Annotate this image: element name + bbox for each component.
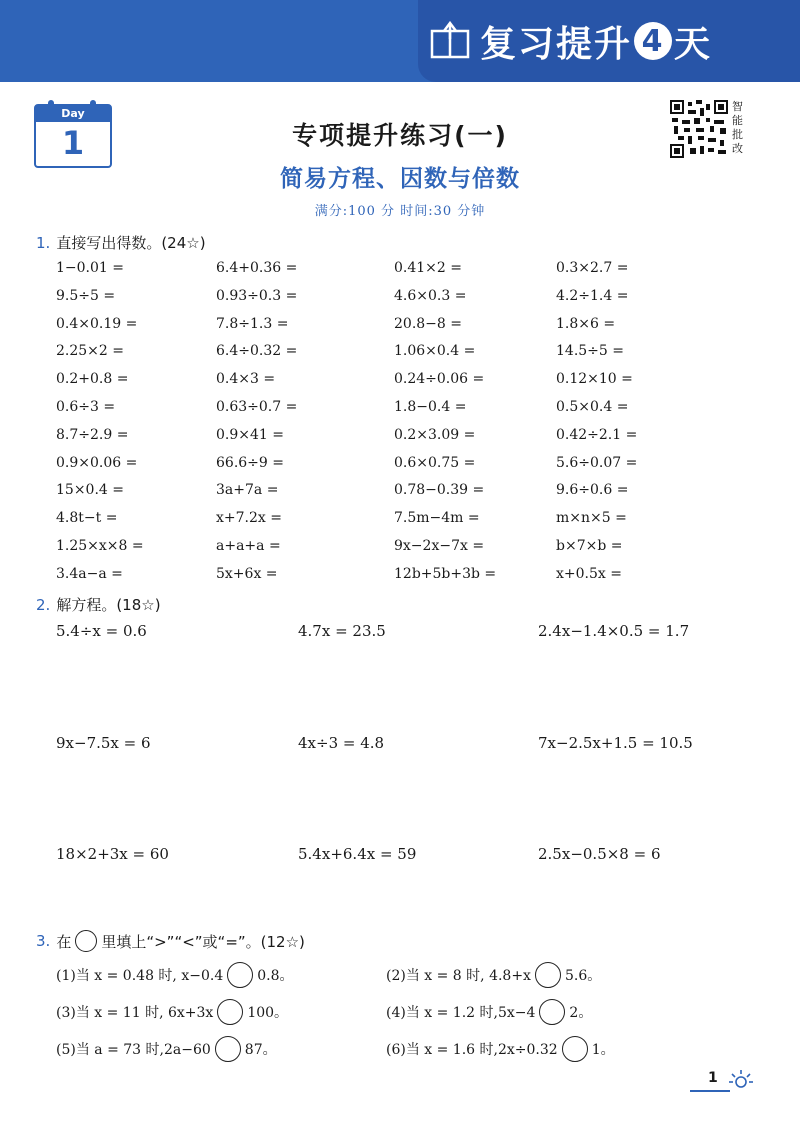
comparison-expression: (3)当 x = 11 时, 6x+3x (56, 1005, 214, 1021)
mental-math-item: 7.8÷1.3 = (216, 315, 289, 332)
mental-math-item: x+7.2x = (216, 510, 282, 527)
equation-item: 4x÷3 = 4.8 (298, 734, 385, 752)
equation-item: 5.4x+6.4x = 59 (298, 845, 417, 863)
mental-math-item: 8.7÷2.9 = (56, 426, 129, 443)
mental-math-item: 1.06×0.4 = (394, 343, 476, 360)
equation-item: 9x−7.5x = 6 (56, 734, 151, 752)
header-title-prefix: 复习提升 (480, 23, 633, 65)
equation-item: 2.5x−0.5×8 = 6 (538, 845, 661, 863)
mental-math-item: 1.8×6 = (556, 315, 616, 332)
mental-math-item: 9.5÷5 = (56, 287, 116, 304)
score-time-info: 满分:100 分 时间:30 分钟 (314, 204, 486, 219)
mental-math-item: 4.8t−t = (56, 510, 118, 527)
mental-math-item: a+a+a = (216, 538, 281, 554)
comparison-value: 0.8。 (257, 968, 294, 984)
page-number: 1 (708, 1070, 718, 1086)
section-2-number: 2. (36, 596, 51, 614)
equation-item: 2.4x−1.4×0.5 = 1.7 (538, 622, 690, 640)
circle-blank-icon (75, 930, 97, 952)
section-3-heading (36, 930, 305, 952)
mental-math-item: 0.4×0.19 = (56, 315, 138, 332)
header-title-number: 4 (634, 22, 672, 60)
section-1-title: 直接写出得数。(24☆) (56, 234, 206, 252)
calendar-ring (90, 100, 96, 110)
section-3-title-pre: 在 (56, 932, 72, 951)
mental-math-item: 20.8−8 = (394, 315, 462, 332)
comparison-value: 1。 (591, 1042, 615, 1058)
sun-icon (728, 1068, 754, 1092)
section-2-title: 解方程。(18☆) (56, 596, 161, 614)
book-icon (428, 21, 472, 61)
mental-math-item: 15×0.4 = (56, 482, 124, 499)
qr-label: 智能批改 (732, 100, 743, 155)
equation-item: 7x−2.5x+1.5 = 10.5 (538, 734, 693, 752)
comparison-item (56, 962, 294, 988)
mental-math-item: 0.78−0.39 = (394, 482, 485, 499)
mental-math-item: 1.25×x×8 = (56, 538, 144, 554)
mental-math-item: 9.6÷0.6 = (556, 482, 629, 499)
comparison-expression: (5)当 a = 73 时,2a−60 (56, 1042, 211, 1058)
mental-math-item: 6.4÷0.32 = (216, 343, 298, 360)
comparison-expression: (6)当 x = 1.6 时,2x÷0.32 (386, 1042, 558, 1058)
comparison-value: 100。 (247, 1005, 289, 1021)
comparison-expression: (2)当 x = 8 时, 4.8+x (386, 968, 531, 984)
mental-math-item: 0.9×41 = (216, 426, 284, 443)
mental-math-item: m×n×5 = (556, 510, 627, 527)
mental-math-item: 1−0.01 = (56, 260, 124, 276)
comparison-item (386, 962, 601, 988)
mental-math-item: 0.41×2 = (394, 260, 462, 276)
mental-math-item: 0.24÷0.06 = (394, 371, 485, 388)
comparison-value: 2。 (569, 1005, 593, 1021)
section-3-title-post: 里填上“>”“<”或“=”。(12☆) (101, 932, 305, 951)
mental-math-item: 0.6÷3 = (56, 399, 116, 415)
mental-math-item: 7.5m−4m = (394, 510, 480, 527)
mental-math-item: b×7×b = (556, 538, 623, 554)
mental-math-item: 0.2×3.09 = (394, 426, 476, 443)
mental-math-item: 0.3×2.7 = (556, 260, 629, 276)
answer-circle[interactable] (539, 999, 565, 1025)
mental-math-item: 14.5÷5 = (556, 343, 624, 360)
mental-math-item: 9x−2x−7x = (394, 538, 485, 554)
comparison-item (386, 999, 592, 1025)
mental-math-item: 0.42÷2.1 = (556, 426, 638, 443)
section-1-heading (36, 232, 206, 253)
mental-math-item: 4.2÷1.4 = (556, 287, 629, 304)
equation-item: 18×2+3x = 60 (56, 845, 169, 863)
mental-math-item: 0.12×10 = (556, 371, 633, 388)
mental-math-item: 5x+6x = (216, 565, 278, 582)
calendar-ring (48, 100, 54, 110)
mental-math-item: 0.2+0.8 = (56, 371, 129, 388)
equation-item: 5.4÷x = 0.6 (56, 622, 147, 640)
mental-math-item: 6.4+0.36 = (216, 260, 298, 276)
header-title-suffix: 天 (674, 23, 713, 65)
mental-math-item: 4.6×0.3 = (394, 287, 467, 304)
comparison-item (56, 1036, 277, 1062)
qr-code-icon[interactable] (670, 100, 728, 158)
calendar-number: 1 (61, 124, 85, 162)
answer-circle[interactable] (535, 962, 561, 988)
comparison-value: 87。 (244, 1042, 277, 1058)
calendar-label: Day (36, 106, 110, 122)
page-title: 专项提升练习(一) (292, 121, 508, 150)
mental-math-item: 0.4×3 = (216, 371, 276, 388)
section-2-heading (36, 594, 161, 615)
answer-circle[interactable] (217, 999, 243, 1025)
header-tab (418, 0, 800, 82)
comparison-expression: (4)当 x = 1.2 时,5x−4 (386, 1005, 536, 1021)
mental-math-item: 0.5×0.4 = (556, 399, 629, 415)
section-3-number: 3. (36, 932, 51, 950)
mental-math-item: 3a+7a = (216, 482, 279, 499)
mental-math-item: 0.6×0.75 = (394, 454, 476, 471)
mental-math-item: 3.4a−a = (56, 565, 123, 582)
comparison-item (386, 1036, 615, 1062)
comparison-value: 5.6。 (564, 968, 602, 984)
equation-item: 4.7x = 23.5 (298, 622, 386, 640)
comparison-expression: (1)当 x = 0.48 时, x−0.4 (56, 968, 224, 984)
mental-math-item: 0.93÷0.3 = (216, 287, 298, 304)
mental-math-item: 66.6÷9 = (216, 454, 284, 471)
mental-math-item: x+0.5x = (556, 565, 622, 582)
comparison-item (56, 999, 288, 1025)
mental-math-item: 0.9×0.06 = (56, 454, 138, 471)
header-title (480, 16, 712, 67)
mental-math-item: 1.8−0.4 = (394, 399, 467, 415)
answer-circle[interactable] (215, 1036, 241, 1062)
mental-math-item: 12b+5b+3b = (394, 565, 497, 582)
section-1-number: 1. (36, 234, 51, 252)
answer-circle[interactable] (227, 962, 253, 988)
page-number-underline (690, 1090, 730, 1092)
mental-math-item: 5.6÷0.07 = (556, 454, 638, 471)
page-subtitle: 简易方程、因数与倍数 (280, 165, 520, 192)
answer-circle[interactable] (562, 1036, 588, 1062)
mental-math-item: 2.25×2 = (56, 343, 124, 360)
mental-math-item: 0.63÷0.7 = (216, 399, 298, 415)
